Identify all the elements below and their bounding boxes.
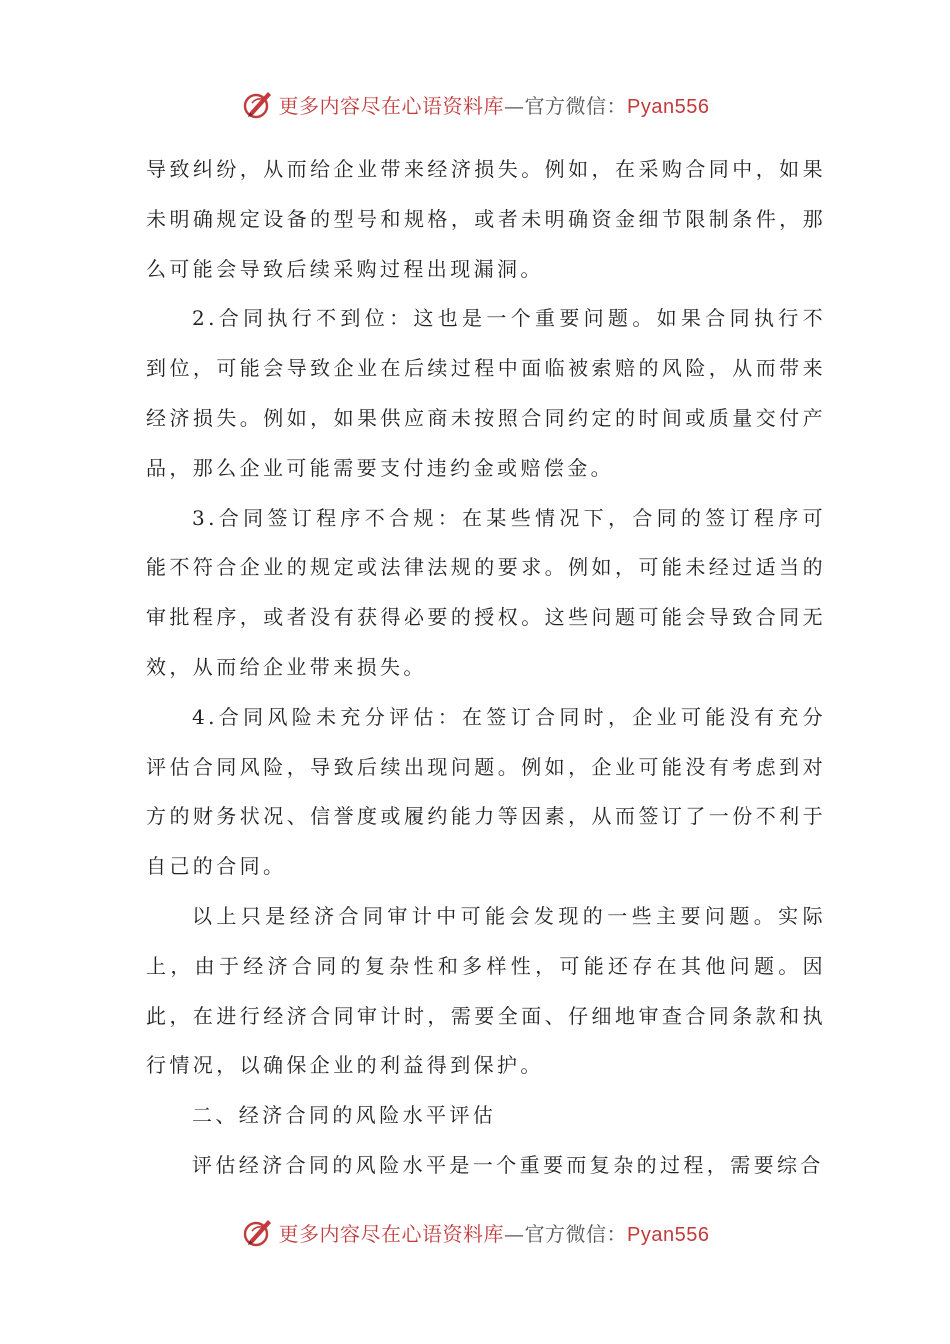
footer-account: Pyan556 bbox=[627, 1223, 710, 1246]
document-body bbox=[146, 145, 826, 1191]
header-watermark bbox=[0, 84, 950, 124]
paragraph-item-4: 4.合同风险未充分评估：在签订合同时，企业可能没有充分评估合同风险，导致后续出现问题。例如，企业可能没有考虑到对方的财务状况、信誉度或履约能力等因素，从而签订了一份不利于自己的合同。 bbox=[146, 704, 826, 879]
footer-brand: 更多内容尽在心语资料库 bbox=[278, 1221, 505, 1246]
header-account: Pyan556 bbox=[627, 95, 710, 118]
footer-channel: 官方微信： bbox=[524, 1221, 628, 1246]
paragraph-item-2: 2.合同执行不到位：这也是一个重要问题。如果合同执行不到位，可能会导致企业在后续过程中面临被索赔的风险，从而带来经济损失。例如，如果供应商未按照合同约定的时间或质量交付产品，那么企业可能需要支付违约金或赔偿金。 bbox=[146, 306, 826, 480]
footer-watermark bbox=[0, 1212, 950, 1252]
paragraph-summary: 以上只是经济合同审计中可能会发现的一些主要问题。实际上，由于经济合同的复杂性和多样性，可能还存在其他问题。因此，在进行经济合同审计时，需要全面、仔细地审查合同条款和执行情况，以确保企业的利益得到保护。 bbox=[146, 903, 826, 1078]
paragraph-item-3: 3.合同签订程序不合规：在某些情况下，合同的签订程序可能不符合企业的规定或法律法规的要求。例如，可能未经过适当的审批程序，或者没有获得必要的授权。这些问题可能会导致合同无效，从而给企业带来损失。 bbox=[146, 505, 826, 679]
header-separator: — bbox=[504, 93, 525, 118]
paragraph-section-intro: 评估经济合同的风险水平是一个重要而复杂的过程，需要综合 bbox=[192, 1152, 824, 1177]
section-heading: 二、经济合同的风险水平评估 bbox=[192, 1103, 497, 1128]
header-channel: 官方微信： bbox=[524, 93, 628, 118]
paragraph-continuation: 导致纠纷，从而给企业带来经济损失。例如，在采购合同中，如果未明确规定设备的型号和规格，或者未明确资金细节限制条件，那么可能会导致后续采购过程出现漏洞。 bbox=[146, 157, 826, 281]
pen-logo-icon bbox=[241, 1215, 275, 1249]
pen-logo-icon bbox=[241, 87, 275, 121]
footer-separator: — bbox=[504, 1221, 525, 1246]
header-brand: 更多内容尽在心语资料库 bbox=[278, 93, 505, 118]
